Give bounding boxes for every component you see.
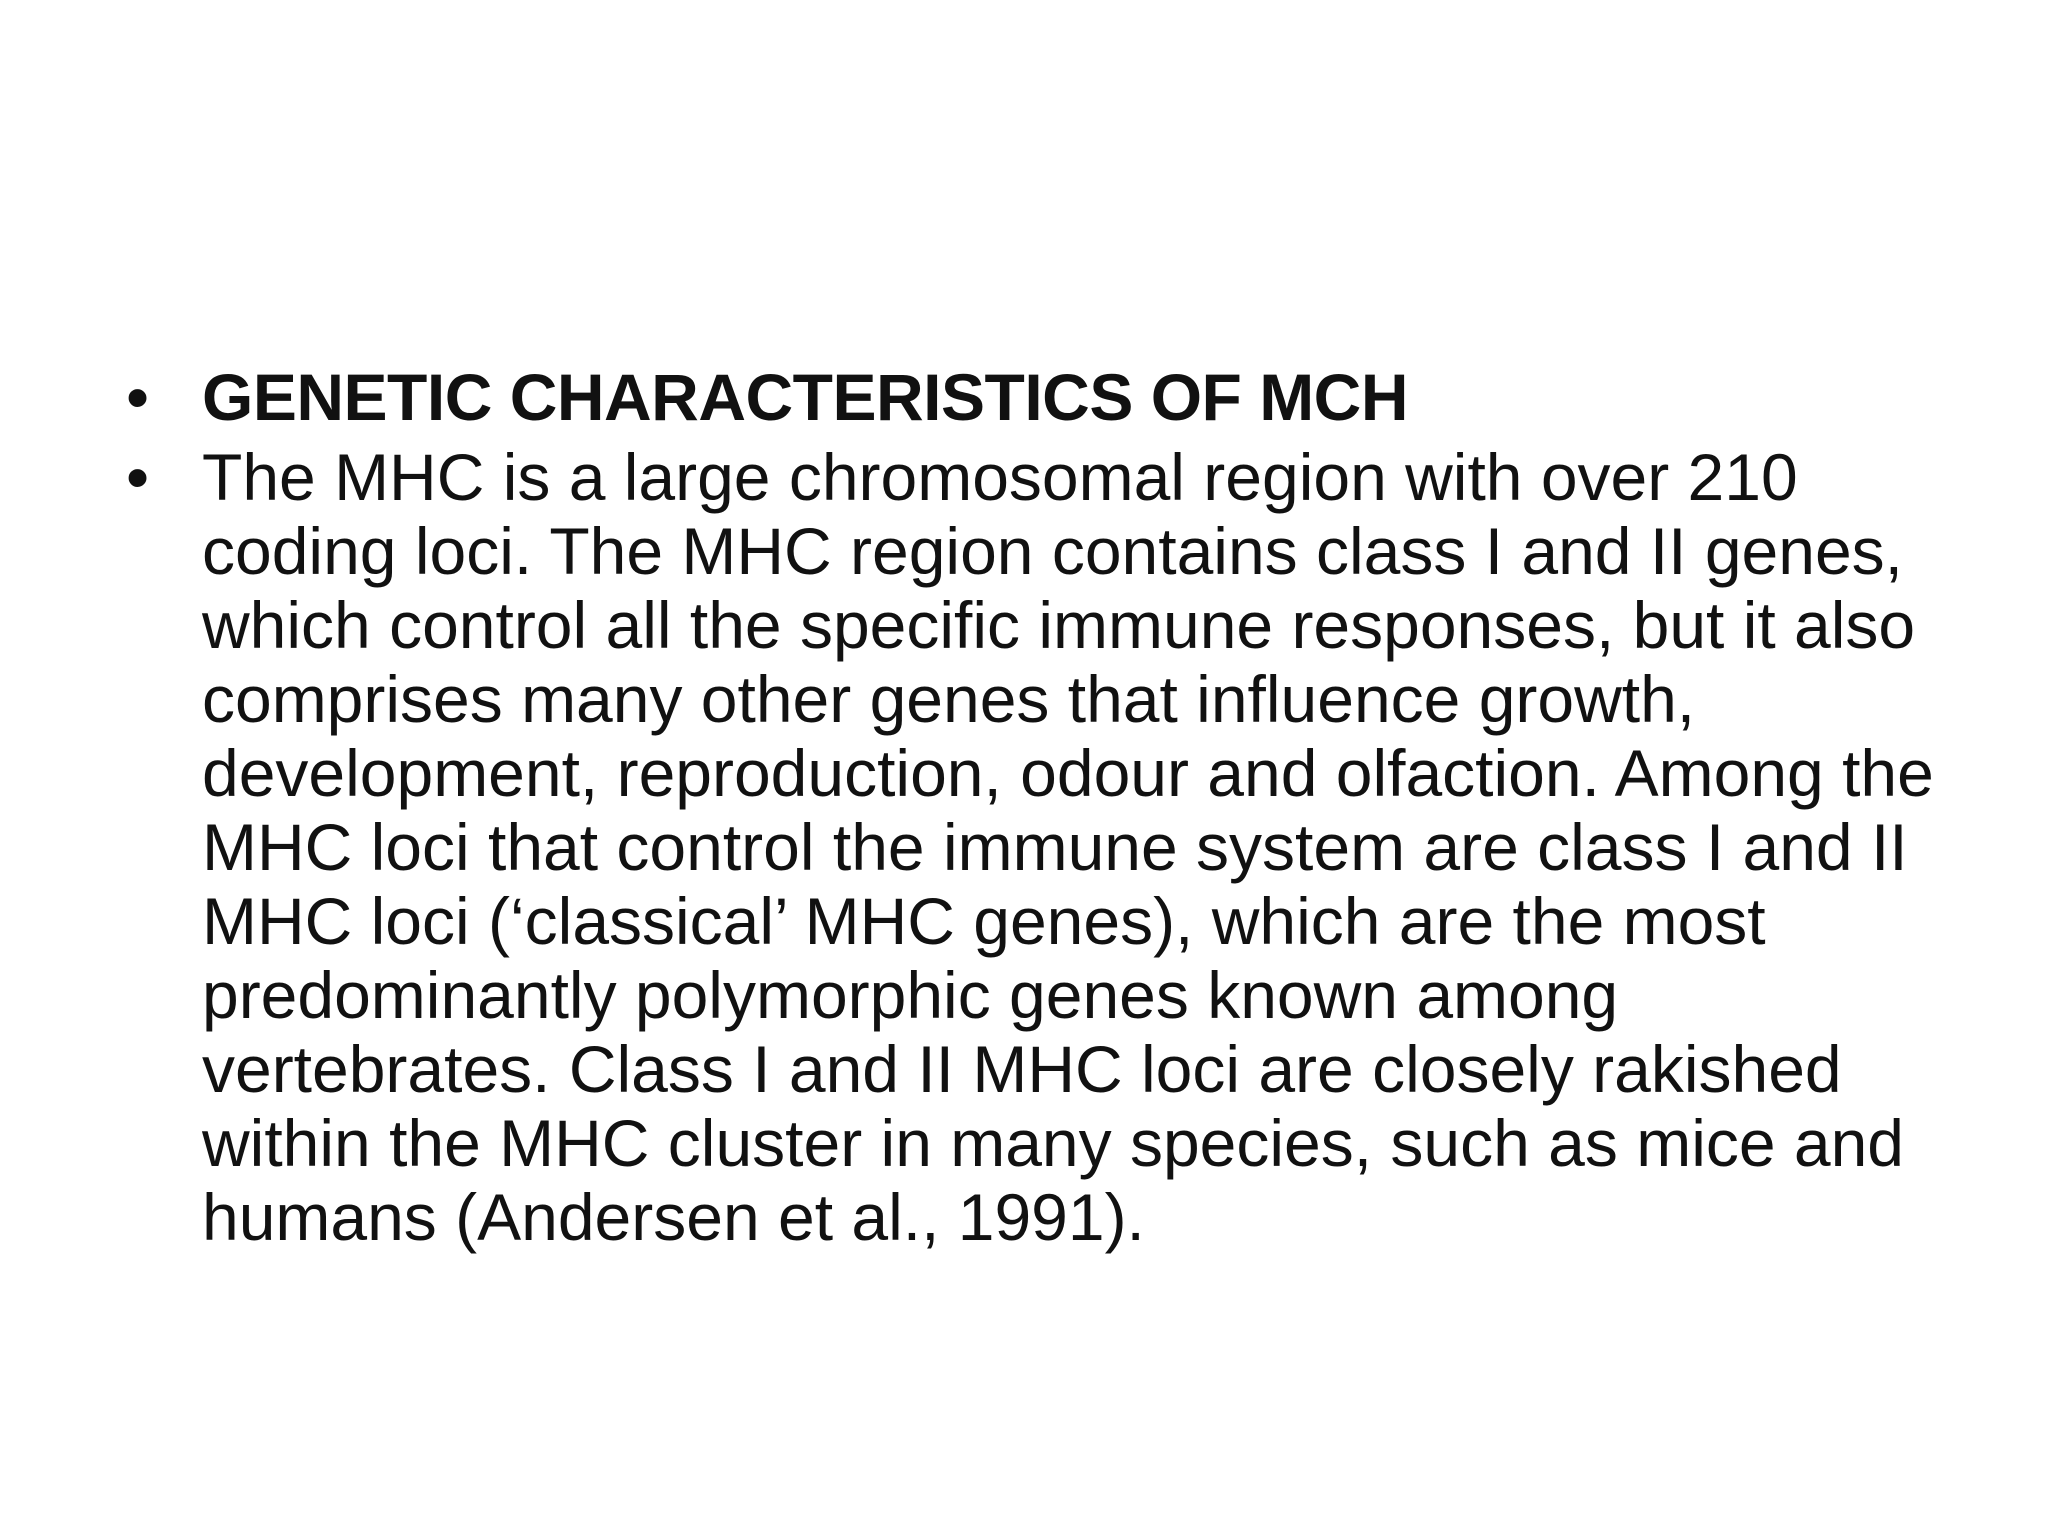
bullet-dot-icon: • <box>126 440 150 514</box>
bullet-dot-icon: • <box>126 360 150 434</box>
slide-body-text: The MHC is a large chromosomal region with over 210 coding loci. The MHC region contains class I and II genes, which control all the specific immune responses, but it also comprises many other genes that influence growth, development, reproduction, odour and olfaction. Among the MHC loci that control the immune system are class I and II MHC loci (‘classical’ MHC genes), which are the most predominantly polymorphic genes known among vertebrates. Class I and II MHC loci are closely rakished within the MHC cluster in many species, such as mice and humans (Andersen et al., 1991). <box>202 440 1934 1254</box>
slide-heading: GENETIC CHARACTERISTICS OF MCH <box>202 360 1408 434</box>
bullet-body <box>120 440 1950 1254</box>
bullet-heading <box>120 360 1950 434</box>
bullet-list <box>120 360 1950 1260</box>
